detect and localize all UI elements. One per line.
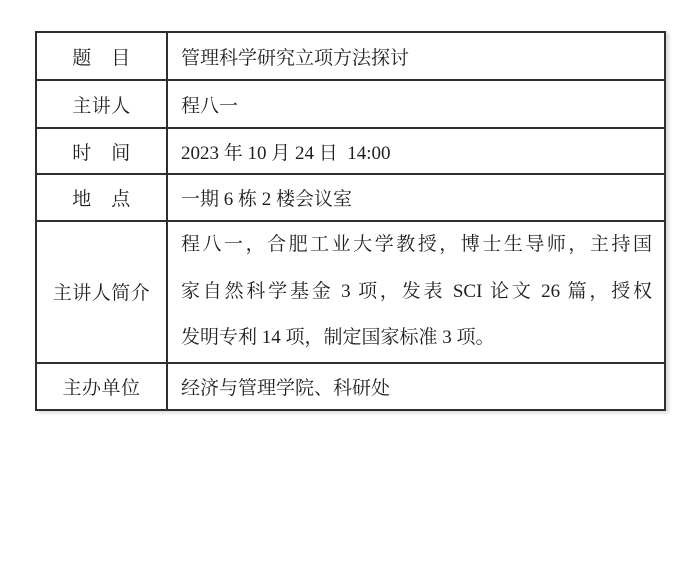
row-label-organizer: 主办单位 xyxy=(36,363,167,410)
row-value-speaker: 程八一 xyxy=(167,80,665,128)
row-value-speaker-bio xyxy=(167,221,665,363)
speaker-bio-line-3: 发明专利 14 项，制定国家标准 3 项。 xyxy=(181,327,495,349)
table-row-speaker-bio xyxy=(36,221,665,363)
row-value-time: 2023 年 10 月 24 日 14:00 xyxy=(167,128,665,174)
row-label-time: 时 间 xyxy=(36,128,167,174)
speaker-bio-line-1: 程八一，合肥工业大学教授，博士生导师，主持国 xyxy=(181,234,652,255)
table-row-title xyxy=(36,32,665,80)
row-value-location: 一期 6 栋 2 楼会议室 xyxy=(167,174,665,221)
row-value-organizer: 经济与管理学院、科研处 xyxy=(167,363,665,410)
speaker-bio-line-2: 家自然科学基金 3 项，发表 SCI 论文 26 篇，授权 xyxy=(181,280,652,302)
table-row-speaker xyxy=(36,80,665,128)
row-label-speaker: 主讲人 xyxy=(36,80,167,128)
seminar-info-table xyxy=(35,31,666,411)
row-label-title: 题 目 xyxy=(36,32,167,80)
table-row-location xyxy=(36,174,665,221)
row-value-title: 管理科学研究立项方法探讨 xyxy=(167,32,665,80)
table-row-organizer xyxy=(36,363,665,410)
table-row-time xyxy=(36,128,665,174)
row-label-location: 地 点 xyxy=(36,174,167,221)
row-label-speaker-bio: 主讲人简介 xyxy=(36,221,167,363)
